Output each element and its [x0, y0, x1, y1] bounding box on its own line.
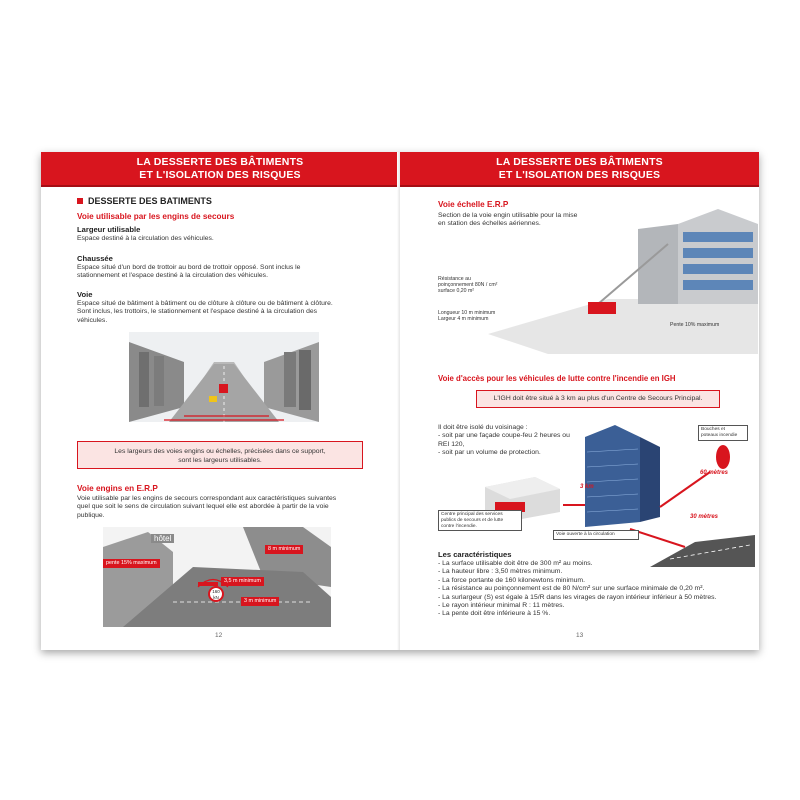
list-item: - La surlargeur (S) est égale à 15/R dans les virages de rayon intérieur inférieur à 50 mètres. — [438, 593, 717, 601]
subtitle-voie-echelle: Voie échelle E.R.P — [438, 200, 509, 209]
text-voie: Espace situé de bâtiment à bâtiment ou de clôture à clôture ou de bâtiment à clôture. Sont inclus, les trottoirs, le stationnement et l'espace destiné à la circulation des véhicules. — [77, 300, 333, 324]
section-title: DESSERTE DES BATIMENTS — [77, 196, 212, 206]
erp-voie-illustration — [103, 527, 331, 627]
label-voie-ouverte: Voie ouverte à la circulation — [553, 530, 639, 540]
red-square-bullet — [77, 198, 83, 204]
note-box: Les largeurs des voies engins ou échelles, précisées dans ce support, sont les largeurs utilisables. — [77, 441, 363, 469]
label-centre: Centre principal des services publics de secours et de lutte contre l'incendie. — [438, 510, 522, 531]
text-voie-echelle: Section de la voie engin utilisable pour la mise en station des échelles aériennes. — [438, 212, 578, 228]
banner-line-2: ET L'ISOLATION DES RISQUES — [139, 169, 301, 181]
list-item: - La hauteur libre : 3,50 mètres minimum. — [438, 568, 563, 576]
label-longueur: Longueur 10 m minimum Largeur 4 m minimum — [438, 310, 496, 323]
banner-rule-right — [400, 185, 759, 187]
hotel-sign: hôtel — [151, 534, 174, 543]
label-3km: 3 km — [580, 484, 594, 490]
igh-box: L'IGH doit être situé à 3 km au plus d'un Centre de Secours Principal. — [476, 390, 720, 408]
brochure-spread — [41, 152, 759, 650]
left-page — [41, 152, 399, 650]
load-sign: 160 kN — [208, 586, 224, 602]
tag-pente: pente 15% maximum — [103, 559, 160, 568]
label-resistance: Résistance au poinçonnement 80N / cm² surface 0,20 m² — [438, 276, 498, 295]
banner-line-1-right: LA DESSERTE DES BÂTIMENTS — [496, 156, 663, 168]
text-isole: Il doit être isolé du voisinage : - soit par une façade coupe-feu 2 heures ou REI 120, - soit par un volume de protection. — [438, 424, 570, 457]
street-illustration — [129, 332, 319, 422]
text-largeur: Espace destiné à la circulation des véhicules. — [77, 235, 214, 242]
list-item: - Le rayon intérieur minimal R : 11 mètres. — [438, 602, 565, 610]
subtitle-voie-engins: Voie engins en E.R.P — [77, 484, 158, 493]
label-bouches: Bouches et poteaux incendie — [698, 425, 748, 441]
list-item: - La pente doit être inférieure à 15 %. — [438, 610, 551, 618]
left-banner — [41, 152, 399, 185]
text-chaussee: Espace situé d'un bord de trottoir au bord de trottoir opposé. Sont inclus le stationnement et l'espace destiné à la circulation des véhicules. — [77, 264, 301, 280]
tag-3-5m: 3,5 m minimum — [221, 577, 264, 586]
tag-3m: 3 m minimum — [241, 597, 279, 606]
list-item: - La résistance au poinçonnement est de 80 N/cm² sur une surface minimale de 0,20 m². — [438, 585, 705, 593]
right-banner — [400, 152, 759, 185]
page-number-left: 12 — [215, 632, 223, 639]
list-item: - La force portante de 160 kilonewtons minimum. — [438, 576, 585, 584]
label-pente: Pente 10% maximum — [670, 322, 720, 328]
banner-line-1: LA DESSERTE DES BÂTIMENTS — [136, 156, 304, 168]
heading-voie: Voie — [77, 290, 93, 299]
banner-rule — [41, 185, 399, 187]
right-page — [400, 152, 759, 650]
subtitle-voie-utilisable: Voie utilisable par les engins de secours — [77, 212, 235, 221]
ladder-illustration — [488, 204, 758, 354]
label-30m: 30 mètres — [690, 514, 719, 520]
heading-caracteristiques: Les caractéristiques — [438, 550, 512, 559]
heading-largeur: Largeur utilisable — [77, 225, 141, 234]
text-voie-engins: Voie utilisable par les engins de secours correspondant aux caractéristiques suivantes quel que soit le sens de circulation suivant lequel elle est abordée à partir de la voie publique. — [77, 495, 337, 519]
label-60m: 60 mètres — [700, 470, 729, 476]
list-item: - La surface utilisable doit être de 300 m² au moins. — [438, 560, 593, 567]
list-caracteristiques — [438, 560, 738, 619]
subtitle-igh: Voie d'accès pour les véhicules de lutte contre l'incendie en IGH — [438, 374, 676, 383]
heading-chaussee: Chaussée — [77, 254, 113, 263]
tag-8m: 8 m minimum — [265, 545, 303, 554]
page-number-right: 13 — [576, 632, 584, 639]
banner-line-2-right: ET L'ISOLATION DES RISQUES — [498, 169, 661, 181]
